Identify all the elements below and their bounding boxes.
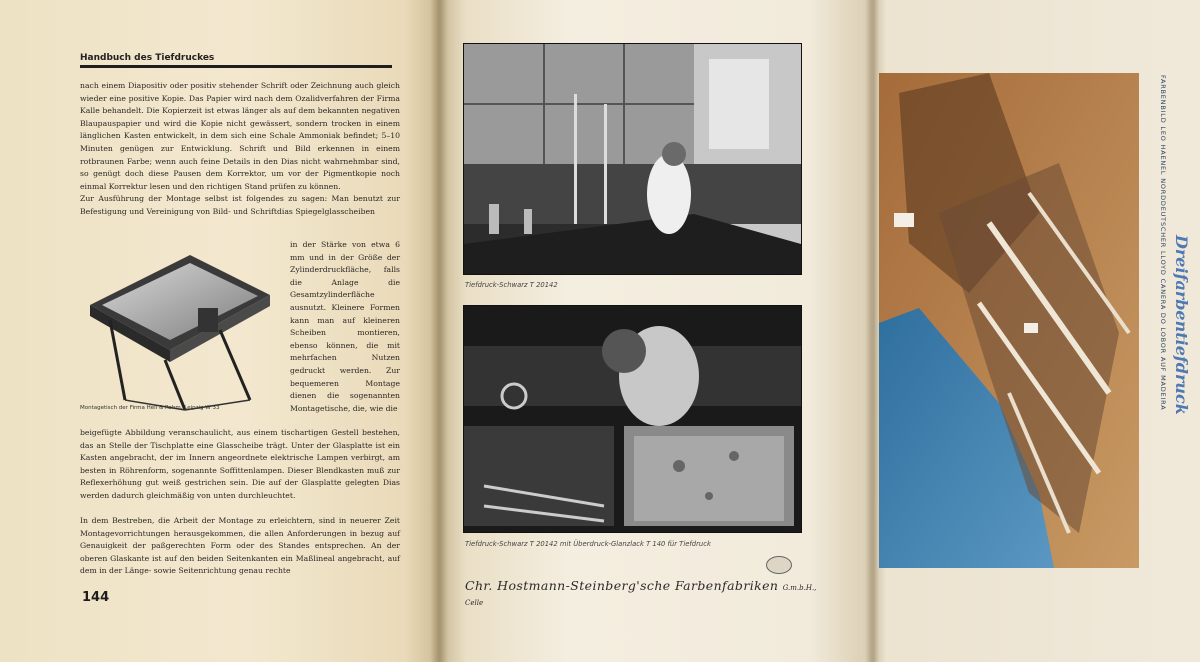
figure-caption: Montagetisch der Firma Hell & Rohm, Leipzig W 33 xyxy=(80,405,220,411)
photo-caption-bottom: Tiefdruck-Schwarz T 20142 mit Überdruck-Glanzlack T 140 für Tiefdruck xyxy=(465,540,711,548)
paragraph-3: In dem Bestreben, die Arbeit der Montage zu erleichtern, sind in neuerer Zeit Montagevorrichtungen herausgekommen, die allen Anforderungen in bezug auf Genauigkeit der paßgerechten Form oder des Standes entsprechen. An der oberen Glaskante ist auf den beiden Seitenkanten ein Maßlineal angebracht, auf dem in der Länge- sowie Seitenrichtung genau rechte xyxy=(80,516,400,576)
color-plate-image xyxy=(879,73,1139,568)
left-page xyxy=(0,0,440,662)
laboratory-photo-image xyxy=(464,44,801,274)
paragraph-1: nach einem Diapositiv oder positiv stehender Schrift oder Zeichnung auch gleich wieder eine positive Kopie. Das Papier wird nach dem Ozalidverfahren der Firma Kalle behandelt. Die Kopierzeit ist etwas länger als auf dem bekannten negativen Blaupauspapier und wird die Kopie nicht gewässert, sondern trocken in einem länglichen Kasten entwickelt, in dem sich eine Schale Ammoniak befindet; 5–10 Minuten genügen zur Entwicklung. Schrift und Bild erkennen in einem rotbraunen Farbe; wenn auch feine Details in den Dias nicht wahrnehmbar sind, so genügt doch diese Pausen dem Korrektor, um vor der Pigmentkopie noch einmal Korrektur lesen und den richtigen Stand prüfen zu können. Zur Ausführung der Montage selbst ist folgendes zu sagen: Man benutzt zur Befestigung und Vereinigung von Bild- und Schriftdias Spiegelglasscheiben xyxy=(80,81,400,216)
harbor-color-illustration xyxy=(879,73,1139,568)
book-gutter-right xyxy=(865,0,879,662)
company-name: Chr. Hostmann-Steinberg'sche Farbenfabriken xyxy=(465,578,779,593)
printing-plate-photo xyxy=(463,305,802,533)
company-suffix: G.m.b.H., Celle xyxy=(465,584,817,607)
right-page xyxy=(873,0,1200,662)
paragraph-2: beigefügte Abbildung veranschaulicht, aus einem tischartigen Gestell bestehen, das an Stelle der Tischplatte eine Glasscheibe trägt. Unter der Glasplatte ist ein Kasten angebracht, der im Innern angeordnete elektrische Lampen verbirgt, am besten in Röhrenform, sogenannte Soffittenlampen. Dieser Blendkasten muß zur Reflexerhöhung gut weiß gestrichen sein. Die auf der Glasplatte gelegten Dias werden dadurch gleichmäßig von unten durchleuchtet. xyxy=(80,428,400,500)
running-header: Handbuch des Tiefdruckes xyxy=(80,53,392,68)
montage-table-figure xyxy=(80,250,275,415)
laboratory-photo xyxy=(463,43,802,275)
center-page xyxy=(440,0,873,662)
book-gutter-left xyxy=(430,0,448,662)
montage-table-illustration xyxy=(80,250,275,415)
page-number: 144 xyxy=(82,590,110,605)
photo-caption-top: Tiefdruck-Schwarz T 20142 xyxy=(465,281,558,289)
plate-title: Dreifarbentiefdruck xyxy=(1172,235,1191,415)
printing-plate-photo-image xyxy=(464,306,801,532)
company-footer xyxy=(465,578,825,608)
company-seal-logo xyxy=(766,556,792,574)
plate-caption: FARBENBILD LEO HAENEL NORDDEUTSCHER LLOYD CANERA DO LOBOR AUF MADEIRA xyxy=(1159,75,1167,411)
wrapped-paragraph: in der Stärke von etwa 6 mm und in der Größe der Zylinderdruckfläche, falls die Anlage die Gesamtzylinderfläche ausnutzt. Kleinere Formen kann man auf kleineren Scheiben montieren, ebenso können, die mit mehrfachen Nutzen gedruckt werden. Zur bequemeren Montage dienen die sogenannten Montagetische, die, wie die xyxy=(290,240,400,413)
